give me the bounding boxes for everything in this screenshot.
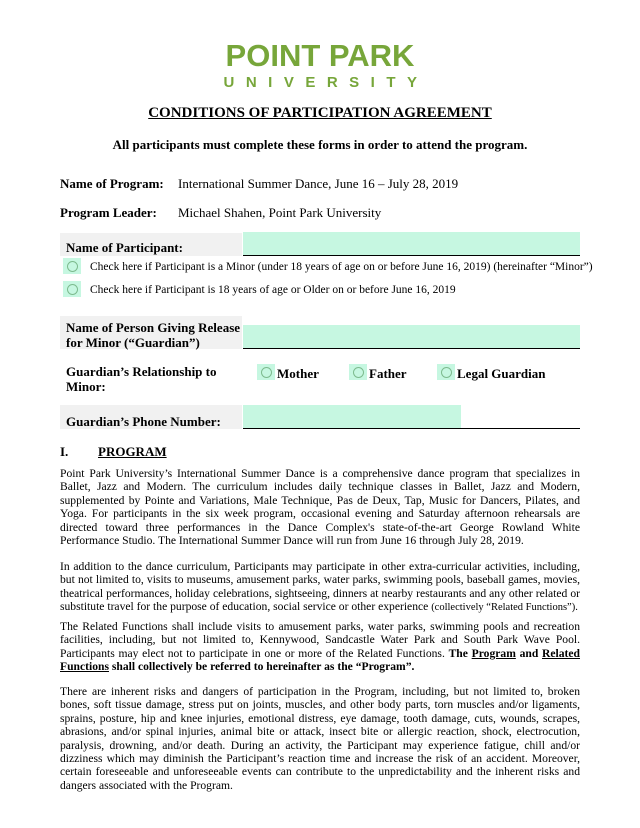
- paragraph-risks: There are inherent risks and dangers of participation in the Program, including, but not limited to, broken bones, soft tissue damage, stress put on joints, muscles, and other body parts, torn muscles and/or ligaments, sprains, posture, hip and knee injuries, emotional distress, eye damage, tooth damage, cuts, wounds, scrapes, abrasions, and/or spinal injuries, animal bite or attack, insect bite or allergic reaction, shock, electrocution, paralysis, drowning, and/or death. During an activity, the Participant may experience fatigue, chill and/or dizziness which may diminish the Participant’s reaction time and increase the risk of an accident. Moreover, certain foreseeable and unforeseeable events can contribute to the unpredictability and the inherent risks and dangers associated with the Program.: [60, 685, 580, 792]
- participant-label: Name of Participant:: [66, 240, 183, 255]
- minor-checkbox[interactable]: [63, 258, 81, 274]
- program-name-label: Name of Program:: [60, 176, 164, 191]
- legal-guardian-label: Legal Guardian: [457, 366, 546, 381]
- adult-checkbox[interactable]: [63, 281, 81, 297]
- definition-part-1: The: [448, 646, 472, 660]
- phone-underline: [243, 428, 580, 429]
- mother-option[interactable]: [257, 364, 275, 380]
- legal-guardian-option[interactable]: [437, 364, 455, 380]
- definition-part-3: shall collectively be referred to hereinafter as the “Program”.: [108, 660, 415, 674]
- relationship-label: [66, 364, 217, 394]
- definition-part-2: and: [515, 646, 542, 660]
- legal-guardian-radio-icon: [441, 367, 452, 378]
- adult-check-label: Check here if Participant is 18 years of age or Older on or before June 16, 2019: [90, 284, 456, 296]
- paragraph-related-functions: [60, 620, 580, 674]
- phone-label: Guardian’s Phone Number:: [66, 414, 221, 429]
- document-title: CONDITIONS OF PARTICIPATION AGREEMENT: [148, 105, 492, 121]
- paragraph-related-functions-text: The Related Functions shall include visits to amusement parks, water parks, swimming pools and recreation facilities, including, but not limited to, Kennywood, Sandcastle Water Park and South Park Wave Pool. Participants may elect not to participate in one or more of the Related Functions.: [60, 620, 580, 660]
- section-title: PROGRAM: [98, 444, 167, 459]
- participant-label-cell: [60, 233, 242, 256]
- paragraph-related-activities-note: (collectively “Related Functions”).: [431, 602, 578, 614]
- program-leader-label: Program Leader:: [60, 205, 157, 220]
- father-radio-icon: [353, 367, 364, 378]
- guardian-label-cell: [60, 316, 242, 349]
- paragraph-program-description: Point Park University’s International Summer Dance is a comprehensive dance program that specializes in Ballet, Jazz and Modern. The curriculum includes daily technique classes in Ballet, Jazz and Modern, supplemented by Pointe and Variations, Male Technique, Pas de Deux, Tap, Music for Dancers, Pilates, and Yoga. For participants in the six week program, occasional evening and Saturday afternoon rehearsals are directed toward three performances in the Dance Complex's state-of-the-art George Rowland White Performance Studio. The International Summer Dance will run from June 16 through July 28, 2019.: [60, 467, 580, 548]
- mother-label: Mother: [277, 366, 319, 381]
- father-label: Father: [369, 366, 407, 381]
- guardian-name-field[interactable]: [243, 325, 580, 349]
- university-logo: [0, 40, 640, 92]
- paragraph-related-activities-text: In addition to the dance curriculum, Participants may participate in other extra-curricular activities, including, but not limited to, visits to museums, amusement parks, water parks, swimming pools, baseball games, movies, theatrical performances, holiday celebrations, sightseeing, dinners at nearby restaurants and any other related or substitute travel for the purpose of education, social service or other experience: [60, 560, 580, 614]
- guardian-label-line2: for Minor (“Guardian”): [66, 335, 200, 350]
- program-leader-value: Michael Shahen, Point Park University: [178, 205, 382, 220]
- relationship-label-line1: Guardian’s Relationship to: [66, 364, 217, 379]
- section-heading: [60, 444, 167, 460]
- minor-check-label: Check here if Participant is a Minor (under 18 years of age on or before June 16, 2019) (hereinafter “Minor”): [90, 261, 593, 273]
- logo-wordmark-bottom: UNIVERSITY: [223, 74, 429, 91]
- definition-related-functions-term: Related Functions: [60, 646, 580, 674]
- minor-radio-icon: [67, 261, 78, 272]
- document-subtitle: All participants must complete these forms in order to attend the program.: [112, 137, 528, 152]
- definition-program-term: Program: [471, 646, 516, 660]
- phone-field[interactable]: [243, 405, 461, 428]
- section-number: I.: [60, 444, 69, 459]
- phone-label-cell: [60, 405, 242, 429]
- program-name-value: International Summer Dance, June 16 – July 28, 2019: [178, 176, 459, 191]
- mother-radio-icon: [261, 367, 272, 378]
- participant-name-field[interactable]: [243, 232, 580, 256]
- father-option[interactable]: [349, 364, 367, 380]
- guardian-label-line1: Name of Person Giving Release: [66, 320, 241, 335]
- paragraph-related-activities: [60, 560, 580, 615]
- relationship-label-line2: Minor:: [66, 379, 106, 394]
- adult-radio-icon: [67, 284, 78, 295]
- logo-wordmark-top: POINT PARK: [225, 38, 415, 73]
